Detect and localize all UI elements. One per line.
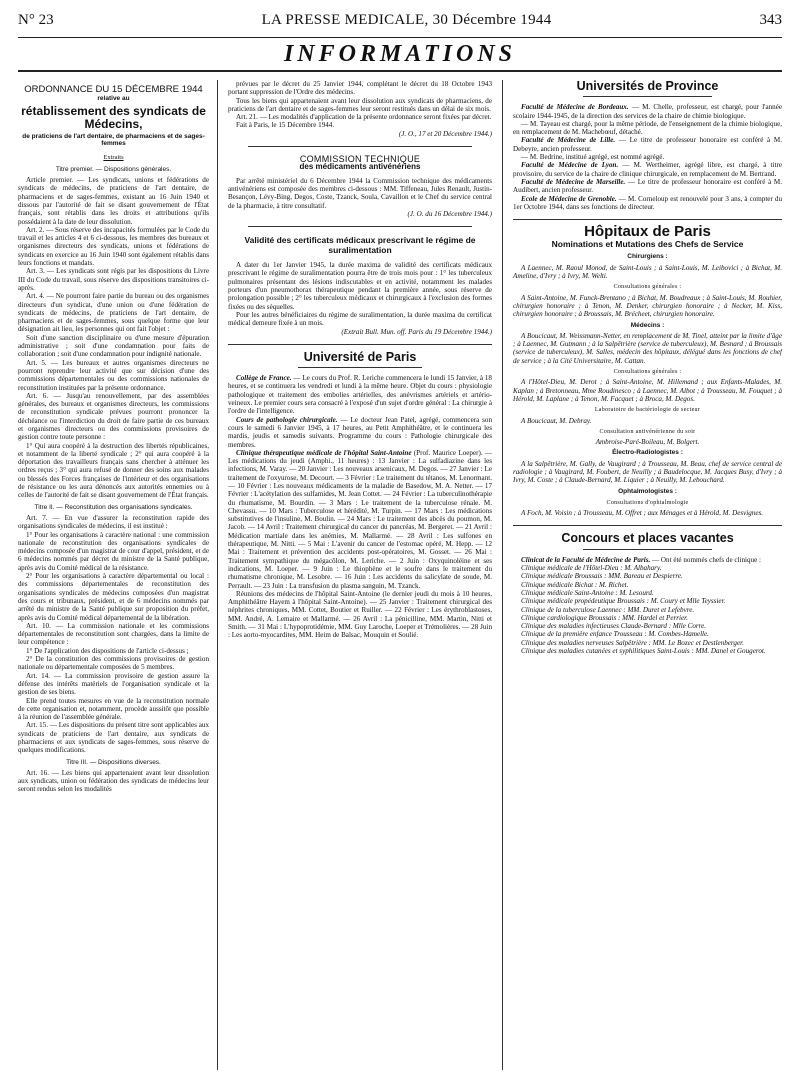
article-3: Art. 3. — Les syndicats sont régis par les dispositions du Livre III du Code du travail, sous réserve des dispositions transitoires ci-après. bbox=[18, 267, 209, 292]
grenoble bbox=[513, 195, 782, 212]
article-7-b: 1° Pour les organisations à caractère national : une commission nationale de reconstitution des organisations syndicales de médecins composée d'un magistrat de cour d'appel, président, et de 6 médecins nommés par décret du ministre de la Santé publique, après avis du Comité médical de la résistance. bbox=[18, 530, 209, 572]
divider bbox=[583, 549, 712, 550]
clinique-lead: Clinique thérapeutique médicale de l'hôpital Saint-Antoine bbox=[236, 448, 412, 457]
universite-paris-title: Université de Paris bbox=[303, 349, 417, 364]
pathologie-lead: Cours de pathologie chirurgicale. bbox=[236, 415, 338, 424]
journal-title: LA PRESSE MEDICALE, 30 Décembre 1944 bbox=[261, 12, 552, 28]
article-7: Art. 7. — En vue d'assurer la reconstitution rapide des organisations syndicales de médecins, il est institué : bbox=[18, 513, 209, 531]
lyon bbox=[513, 161, 782, 178]
article-15: Art. 15. — Les dispositions du présent titre sont applicables aux syndicats de praticiens de l'art dentaire, aux syndicats de pharmaciens et aux syndicats de sages-femmes, sous réserve de quelques modifications. bbox=[18, 721, 209, 755]
clinicat-line: Clinique médicale de l'Hôtel-Dieu : M. Albahary. bbox=[521, 564, 662, 573]
bordeaux-lead: Faculté de Médecine de Bordeaux. bbox=[521, 103, 629, 112]
extraits-label: Extraits bbox=[103, 153, 124, 161]
divider bbox=[248, 146, 472, 147]
article-5: Art. 5. — Les bureaux et autres organismes directeurs ne pourront reprendre leur activité que sur décision d'une des commissions départementales ou des commissions nationales de reconstitution instituées par la présente ordonnance. bbox=[18, 358, 209, 392]
divider bbox=[228, 344, 492, 345]
medecins-text: A Boucicaut, M. Weissmann-Netter, en remplacement de M. Tinel, atteint par la limite d'âge ; à Laennec, M. Gutmann ; à la Salpêtrière (service de tuberculeux), M. Besnard ; à Broussais (service de tuberculeux), M. Salles, médecin des hôpitaux, délégué dans les fonctions de chef de service ; à la Cité Universitaire, M. Cattan. bbox=[513, 331, 782, 365]
clinicat-line: Clinique médicale Broussais : MM. Bareau et Despierre. bbox=[521, 572, 683, 581]
ordinance-continued-4: Fait à Paris, le 15 Décembre 1944. bbox=[236, 121, 335, 130]
ophtalmologistes-heading: Ophtalmologistes : bbox=[618, 487, 677, 495]
article-4-b: Soit d'une sanction disciplinaire ou d'une mesure d'épuration administrative ; soit d'une condamnation pour faits de collaboration ; soit d'une condamnation pour indignité nationale. bbox=[18, 333, 209, 359]
clinicat-line: Clinique médicale propédeutique Broussais : M. Coury et Mlle Teyssier. bbox=[521, 597, 726, 606]
section-rule bbox=[18, 70, 782, 72]
clinicat-lead: Clinicat de la Faculté de Médecine de Paris. bbox=[521, 555, 651, 564]
consultations-text: A Saint-Antoine, M. Funck-Brentano ; à Bichat, M. Boudreaux ; à Saint-Louis, M. Rouhier, chirurgien honoraire ; à Tenon, M. Denker, chirurgien honoraire ; à Necker, M. Kiss, chirurgien honoraire ; à Broussais, M. Brécheet, chirurgien honoraire. bbox=[513, 293, 782, 319]
validite-text-2: Pour les autres bénéficiaires du régime de suralimentation, la durée maxima du certificat médical demeure fixée à un mois. bbox=[228, 310, 492, 328]
laboratoire-heading: Laboratoire de bactériologie de secteur bbox=[594, 407, 701, 414]
article-6: Art. 6. — Jusqu'au renouvellement, par des assemblées générales, des bureaux et organismes directeurs, les commissions de reconstitution syndicale prévues pourront prononcer la déchéance ou l'interdiction du droit de faire partie de ces bureaux et organismes directeurs ou des commissions provisoires de gestion contre toute personne : bbox=[18, 391, 209, 442]
lyon-lead: Faculté de Médecine de Lyon. bbox=[521, 161, 619, 170]
article-14-b: Elle prend toutes mesures en vue de la reconstitution normale de cette organisation et, notamment, procède aussitôt que possible à la réunion de l'assemblée générale. bbox=[18, 696, 209, 722]
grenoble-lead: Ecole de Médecine de Grenoble. bbox=[521, 194, 617, 203]
divider bbox=[513, 525, 782, 526]
laboratoire-text: A Boucicaut, M. Debray. bbox=[521, 416, 592, 425]
article-1: Article premier. — Les syndicats, unions et fédérations de syndicats de médecins, de praticiens de l'art dentaire, de pharmaciens et de sages-femmes, existant au 16 Juin 1940 et dissous par l'autorité de fait se disant gouvernement de l'État français, sont rétablis dans les droits et attributions qu'ils possédaient à la date de leur dissolution. bbox=[18, 176, 209, 226]
commission-subtitle: des médicaments antivénériens bbox=[299, 162, 421, 172]
universites-province-title: Universités de Province bbox=[576, 80, 719, 93]
clinicat-line: Clinique des maladies cutanées et syphilitiques Saint-Louis : MM. Danel et Gougerot. bbox=[521, 647, 766, 656]
divider bbox=[513, 219, 782, 220]
pathologie-chirurgicale bbox=[228, 416, 492, 449]
commission-source: (J. O. du 16 Décembre 1944.) bbox=[407, 209, 492, 218]
electro-radiologistes-heading: Électro-Radiologistes : bbox=[612, 449, 683, 457]
college-de-france-text: — Le cours du Prof. R. Leriche commencera le lundi 15 Janvier, à 18 heures, et se continuera les vendredi et lundi à la même heure. Objet du cours : physiologie pathologique et traitement des embolies artérielles, des anévrismes artériels et artério-veineux. Le premier cours sera consacré à l'exposé d'un sujet d'ordre général : La chirurgie à l'ordre de l'intelligence. bbox=[228, 374, 492, 416]
reunions-text: Réunions des médecins de l'hôpital Saint-Antoine (le dernier jeudi du mois à 10 heures, Amphithéâtre Hayem à l'hôpital Saint-Antoine). — 25 Janvier : Traitement chirurgical des néphrites chroniques, MM. Cottet, Boutier et Ruiller. — 22 Février : Les érythroblastoses, MM. André, A. Lemaire et Mallarmé. — 26 Avril : La pénicilline, MM. Martin, Nitti et Smith. — 31 Mai : L'hypoprotidémie, MM. Guy Laroche, Loeper et Trémolières. — 28 Juin : Les aorto-myocardites, MM. Heim de Balsac, Mouquin et Soulié. bbox=[228, 589, 492, 640]
titre-1: Titre premier. — Dispositions générales. bbox=[55, 165, 172, 173]
ophtalmologie-heading: Consultations d'ophtalmologie bbox=[606, 499, 689, 506]
ophtalmologistes-text: A Foch, M. Voisin ; à Trousseau, M. Offret ; aux Ménages et à Hérold, M. Desvignes. bbox=[521, 509, 764, 518]
concours-title: Concours et places vacantes bbox=[561, 531, 734, 546]
clinique-text: (Prof. Maurice Loeper). — Les médications du jeudi (Amphi., 11 heures) : 13 Janvier : La sulfadiazine dans les infections, M. Varay. — 20 Janvier : Les nouveaux arsenicaux, M. Degos. — 27 Janvier : Le traitement de l'oxyurose, M. Decourt. — 3 Février : Le traitement du tétanos, M. Lenormant. — 10 Février : Les nouveaux médicaments de la maladie de Basedow, M. A. Netter. — 17 Février : L'acétylation des sulfamides, M. Jean Cottet. — 24 Février : La tuberculinothérapie du rhumatisme, M. Bourdin. — 3 Mars : Le traitement de la tuberculose rénale. M. Chevassu. — 10 Mars : Tuberculose et hérédité, M. Turpin. — 17 Mars : Les médications substitutives de l'insuline, M. Boulin. — 24 Mars : Le traitement des abcès du poumon, M. Jacob. — 14 Avril : Traitement chirurgical du cancer du pancréas, M. Bergeret. — 21 Avril : Médication martiale dans les anémies, M. Mallarmé. — 28 Avril : Les sulfones en thérapeutique, M. Nitti. — 5 Mai : L'avenir du cancer de l'estomac opéré, M. Hepp. — 12 Mai : Traitement et prévention des accidents post-opératoires, M. Gosset. — 26 Mai : Traitement sympathique du mégacôlon, M. Leriche. — 2 Juin : Oxyquinoléine et ses indications, M. Loeper. — 9 Juin : Le thiophène et le soufre dans le traitement du rhumatisme chronique, M. Lesobre. — 16 Juin : Les accidents du salicylate de soude, M. Perrault. — 23 Juin : La transfusion du plasma sanguin, M. Tzanck. bbox=[228, 448, 493, 590]
marseille-lead: Faculté de Médecine de Marseille. bbox=[521, 177, 626, 186]
marseille-text: — Le titre de professeur honoraire est conféré à M. Audibert, ancien professeur. bbox=[513, 177, 782, 195]
commission-text: Par arrêté ministériel du 6 Décembre 1944 la Commission technique des médicaments antivénériens est composée des membres ci-dessous : MM. Tiffeneau, Jules Renault, Justin-Besançon, Lévy-Bing, Degos, Coste, Tzanck, Soula, Cavaillon et le Chef du service central de la pharmacie, à titre consultatif. bbox=[228, 176, 492, 210]
ordinance-title: ORDONNANCE DU 15 DÉCEMBRE 1944 bbox=[24, 84, 203, 95]
clinicat-line: Clinique des maladies infectieuses Claude-Bernard : Mlle Corre. bbox=[521, 622, 707, 631]
antivenerienne-text: Ambroise-Paré-Boileau, M. Bolgert. bbox=[595, 438, 700, 447]
clinique-therapeutique bbox=[228, 449, 492, 590]
section-title: INFORMATIONS bbox=[283, 41, 517, 67]
chirurgiens-heading: Chirurgiens : bbox=[627, 253, 668, 261]
clinicat-line: Clinique de la tuberculose Laennec : MM. Duret et Lefebvre. bbox=[521, 605, 695, 614]
lille-text: — Le titre de professeur honoraire est conféré à M. Debeyre, ancien professeur. bbox=[513, 136, 782, 153]
column-middle bbox=[218, 80, 503, 1070]
college-de-france-lead: Collège de France. bbox=[236, 374, 292, 383]
titre-3: Titre III. — Dispositions diverses. bbox=[66, 758, 161, 766]
titre-2: Titre II. — Reconstitution des organisations syndicales. bbox=[34, 503, 193, 511]
article-10-b: 1° De l'application des dispositions de l'article ci-dessus ; bbox=[26, 646, 189, 655]
divider bbox=[298, 367, 422, 368]
hopitaux-title: Hôpitaux de Paris bbox=[584, 223, 711, 241]
marseille bbox=[513, 178, 782, 195]
consultations-2-text: A l'Hôtel-Dieu, M. Derot ; à Saint-Antoine, M. Hillemand ; aux Enfants-Malades, M. Kaplan ; à Bretonneau, Mme Roudinesco ; à Laennec, M. Albot ; à Trousseau, M. Fouquet ; à Hérold, M. Laplane ; à Tenon, M. Facquet ; à Broca, M. Degos. bbox=[513, 378, 782, 403]
ordinance-heading: rétablissement des syndicats de Médecins, bbox=[21, 103, 206, 131]
clinicat-line: Clinique des maladies nerveuses Salpêtrière : MM. Le Bozec et Destlenberger. bbox=[521, 638, 744, 647]
validite-source: (Extrait Bull. Mun. off. Paris du 19 Décembre 1944.) bbox=[341, 327, 492, 336]
hopitaux-subtitle: Nominations et Mutations des Chefs de Service bbox=[551, 239, 744, 250]
validite-text-1: A dater du 1er Janvier 1945, la durée maxima de validité des certificats médicaux prescrivant le régime de suralimentation pourra être de trois mois pour : 1° les tuberculeux pulmonaires présentant des lésions indiscutables et en activité, notamment les malades porteurs d'un pneumothorax thérapeutique pendant la première année, sous réserve de prolongation possible ; 2° les tuberculeux médicaux et chirurgicaux à l'exclusion des formes fixées ou des séquelles. bbox=[228, 261, 492, 311]
issue-number: N° 23 bbox=[18, 12, 54, 28]
college-de-france bbox=[228, 374, 492, 415]
bordeaux-text-2: — M. Tayeau est chargé, pour la même période, de l'enseignement de la chimie biologique, en remplacement de M. Machebœuf, détaché. bbox=[513, 119, 782, 137]
chirurgiens-text: A Laennec, M. Raoul Monod, de Saint-Louis ; à Saint-Louis, M. Leibovici ; à Bichat, M. Ameline, d'Ivry ; à Ivry, M. Welti. bbox=[513, 263, 782, 281]
columns bbox=[18, 80, 782, 1070]
column-left bbox=[18, 80, 218, 1070]
column-right bbox=[503, 80, 782, 1070]
ordinance-continued-2: Tous les biens qui appartenaient avant leur dissolution aux syndicats de pharmaciens, de praticiens de l'art dentaire et de sages-femmes leur seront restitués dans un délai de six mois. bbox=[228, 96, 492, 113]
lyon-text: — M. Wertheimer, agrégé libre, est chargé, à titre provisoire, du service de la chaire de clinique chirurgicale, en remplacement de M. Bertrand. bbox=[513, 161, 782, 178]
article-10: Art. 10. — La commission nationale et les commissions départementales de reconstitution sont chargées, dans la limite de leur compétence : bbox=[18, 621, 209, 647]
article-2: Art. 2. — Sous réserve des incapacités formulées par le Code du travail et les articles 4 et 6 ci-dessous, les membres des bureaux et organismes directeurs des syndicats, unions et fédérations de syndicats en exercice au 16 Juin 1940 sont également rétablis dans leurs fonctions et mandats. bbox=[18, 225, 210, 268]
page-number: 343 bbox=[759, 12, 782, 28]
clinicat-line: Clinique médicale Bichat : M. Richet. bbox=[521, 580, 629, 589]
lille-text-2: — M. Bedrine, institué agrégé, est nommé agrégé. bbox=[521, 153, 665, 162]
bordeaux bbox=[513, 103, 782, 120]
commission-title: COMMISSION TECHNIQUE bbox=[299, 154, 421, 165]
clinicat-text: — Ont été nommés chefs de clinique : bbox=[652, 555, 761, 564]
validite-title: Validité des certificats médicaux prescrivant le régime de suralimentation bbox=[244, 235, 476, 256]
consultations-heading: Consultations générales : bbox=[613, 284, 682, 291]
pathologie-text: — Le docteur Jean Patel, agrégé, commencera son cours le samedi 6 Janvier 1945, à 17 heures, au Petit Amphithéâtre, et le continuera les mardis, jeudis et samedis suivants. Programme du cours : Pathologie chirurgicale des membres. bbox=[228, 415, 492, 449]
ordinance-relative: relative au bbox=[97, 95, 130, 102]
clinicat-line: Clinique médicale Saint-Antoine : M. Lesourd. bbox=[521, 588, 654, 597]
article-6-b: 1° Qui aura coopéré à la destruction des libertés républicaines, et notamment de la liberté syndicale ; 2° qui aura coopéré à la déportation des travailleurs français sans chercher à atténuer les ordres reçus ; 3° qui aura refusé de donner des soins aux malades ou blessés des Forces françaises de l'intérieur et des organisations de résistance ou les aura dénoncés aux autorités ennemies ou à celles de l'autorité de fait se disant gouvernement de l'État français. bbox=[18, 441, 209, 500]
clinicat bbox=[513, 556, 782, 564]
ordinance-continued-1: prévues par le décret du 25 Janvier 1944, complétant le décret du 18 Octobre 1943 portant suppression de l'Ordre des médecins. bbox=[228, 80, 492, 97]
article-4: Art. 4. — Ne pourront faire partie du bureau ou des organismes directeurs d'un syndicat, d'une union ou d'une fédération de syndicats de médecins, de praticiens de l'art dentaire, de pharmaciens et de sages-femmes, sous quelque forme que leur désignation ait lieu, les personnes qui ont fait l'objet : bbox=[18, 292, 209, 334]
clinicat-line: Clinique cardiologique Broussais : MM. Hardel et Perrier. bbox=[521, 613, 688, 622]
running-header bbox=[18, 12, 782, 34]
antivenerienne-heading: Consultation antivénérienne du soir bbox=[599, 428, 696, 435]
article-14: Art. 14. — La commission provisoire de gestion assure la défense des intérêts matériels de l'organisation syndicale et la gestion de ses biens. bbox=[18, 671, 209, 697]
ordinance-subheading: de praticiens de l'art dentaire, de pharmaciens et de sages-femmes bbox=[22, 132, 205, 147]
article-10-c: 2° De la constitution des commissions provisoires de gestion nationale ou départementale composées de 5 membres. bbox=[18, 655, 209, 672]
electro-radiologistes-text: A la Salpêtrière, M. Gally, de Vaugirard ; à Trousseau, M. Beau, chef de service central de radiologie ; à Vaugirard, M. Foubert, de Neuilly ; à Baudelocque, M. Jacques Busy, d'Ivry ; à Ivry, M. Coste ; à Claude-Bernard, M. Liquier ; à Neuilly, M. Lebouchard. bbox=[513, 459, 782, 485]
header-rule bbox=[18, 37, 782, 38]
grenoble-text: — M. Corneloup est renouvelé pour 3 ans, à compter du 1er Octobre 1944, dans ses fonctions de directeur. bbox=[513, 194, 782, 211]
ordinance-continued-3: Art. 21. — Les modalités d'application de la présente ordonnance seront fixées par décret. bbox=[236, 113, 492, 122]
lille-lead: Faculté de Médecine de Lille. bbox=[521, 136, 616, 145]
divider bbox=[583, 96, 712, 97]
clinicat-line: Clinique de la première enfance Trousseau : M. Combes-Hamelle. bbox=[521, 630, 709, 639]
bordeaux-text: — M. Chelle, professeur, est chargé, pour l'année scolaire 1944-1945, de la direction des services de la chaire de chimie biologique. bbox=[513, 103, 782, 120]
article-7-c: 2° Pour les organisations à caractère départemental ou local : des commissions départementales de reconstitution des organisations syndicales de médecins composées d'un magistrat des cours et tribunaux, président, et de 6 médecins nommés par arrêté du ministre de la Santé publique sur proposition du préfet, après avis du Comité médical départemental de la libération. bbox=[18, 572, 209, 622]
medecins-heading: Médecins : bbox=[630, 321, 665, 329]
divider bbox=[248, 226, 472, 227]
lille bbox=[513, 136, 782, 153]
ordinance-source: (J. O., 17 et 20 Décembre 1944.) bbox=[398, 129, 492, 138]
consultations-2-heading: Consultations générales : bbox=[613, 369, 682, 376]
article-16: Art. 16. — Les biens qui appartenaient avant leur dissolution aux syndicats, union ou fédération des syndicats de médecins leur seront rendus selon les modalités bbox=[18, 768, 209, 794]
